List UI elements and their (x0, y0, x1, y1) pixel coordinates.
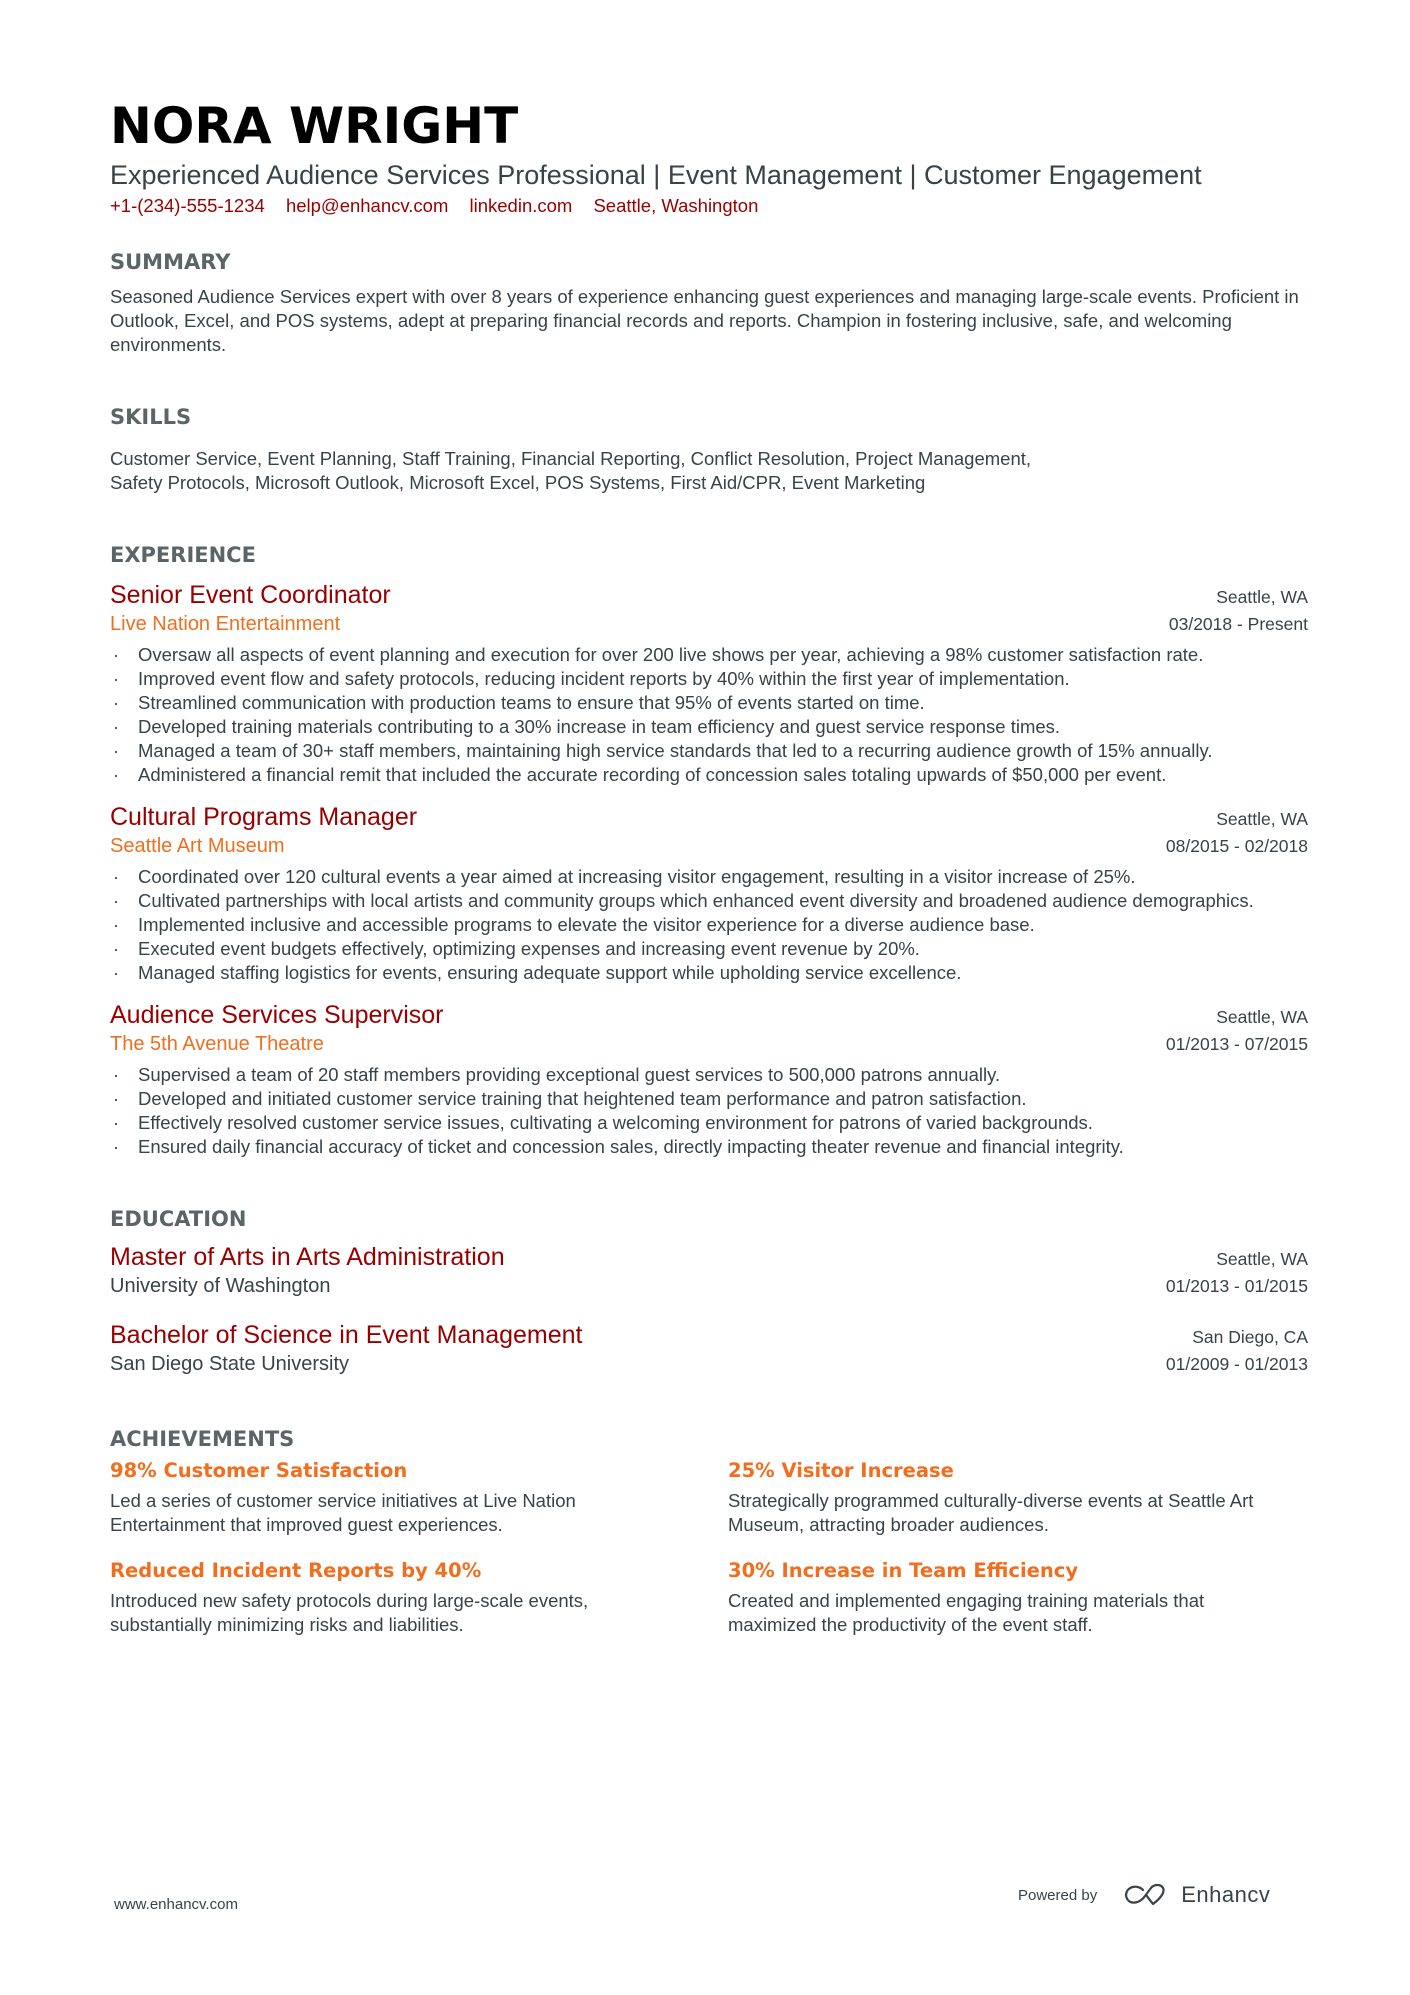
skills-line: Safety Protocols, Microsoft Outlook, Microsoft Excel, POS Systems, First Aid/CPR, Event Marketing (110, 472, 926, 493)
footer-website-link[interactable]: www.enhancv.com (114, 1896, 238, 1913)
enhancv-logo-icon (1123, 1882, 1169, 1908)
job-dates: 01/2013 - 07/2015 (1165, 1034, 1308, 1054)
education-dates: 01/2009 - 01/2013 (1165, 1354, 1308, 1374)
job-bullet: · Developed training materials contributing to a 30% increase in team efficiency and guest service response times. (110, 715, 1308, 739)
footer-branding[interactable] (1018, 1882, 1270, 1908)
resume-page (110, 96, 1308, 1657)
job-bullet: · Managed staffing logistics for events, ensuring adequate support while upholding service excellence. (110, 961, 1308, 985)
job-bullet: · Administered a financial remit that included the accurate recording of concession sales totaling upwards of $50,000 per event. (110, 763, 1308, 787)
job-title: Senior Event Coordinator (110, 581, 391, 609)
achievement-description: Strategically programmed culturally-diverse events at Seattle Art Museum, attracting broader audiences. (728, 1490, 1254, 1535)
achievements-section (110, 1425, 1308, 1657)
summary-text: Seasoned Audience Services expert with over 8 years of experience enhancing guest experiences and managing large-scale events. Proficient in Outlook, Excel, and POS systems, adept at preparing financial records and reports. Champion in fostering inclusive, safe, and welcoming environments. (110, 286, 1299, 355)
contact-info (110, 194, 1308, 218)
education-section (110, 1205, 1308, 1377)
achievement-item (728, 1557, 1308, 1637)
contact-phone[interactable]: +1-(234)-555-1234 (110, 195, 265, 216)
job-bullet: · Effectively resolved customer service issues, cultivating a welcoming environment for patrons of varied backgrounds. (110, 1111, 1308, 1135)
skills-section (110, 403, 1308, 495)
achievement-item (110, 1557, 728, 1637)
job-bullet: · Executed event budgets effectively, optimizing expenses and increasing event revenue by 20%. (110, 937, 1308, 961)
skills-line: Customer Service, Event Planning, Staff Training, Financial Reporting, Conflict Resolution, Project Management, (110, 448, 1032, 469)
job-entry (110, 579, 1308, 787)
job-company: Seattle Art Museum (110, 835, 285, 857)
candidate-headline: Experienced Audience Services Professional | Event Management | Customer Engagement (110, 160, 1202, 190)
candidate-name: NORA WRIGHT (110, 97, 519, 155)
job-bullet: · Improved event flow and safety protocols, reducing incident reports by 40% within the first year of implementation. (110, 667, 1308, 691)
job-bullet: · Developed and initiated customer service training that heightened team performance and patron satisfaction. (110, 1087, 1308, 1111)
education-degree: Bachelor of Science in Event Management (110, 1321, 583, 1349)
section-title-experience: EXPERIENCE (110, 543, 256, 567)
job-bullets (110, 1063, 1308, 1159)
resume-header (110, 96, 1308, 218)
achievement-description: Introduced new safety protocols during large-scale events, substantially minimizing risks and liabilities. (110, 1590, 589, 1635)
job-title: Cultural Programs Manager (110, 803, 418, 831)
section-title-achievements: ACHIEVEMENTS (110, 1427, 295, 1451)
experience-section (110, 541, 1308, 1159)
achievement-title: 98% Customer Satisfaction (110, 1459, 408, 1482)
contact-email[interactable]: help@enhancv.com (285, 195, 449, 216)
job-bullets (110, 865, 1308, 985)
job-dates: 03/2018 - Present (1168, 614, 1308, 634)
job-bullet: · Supervised a team of 20 staff members providing exceptional guest services to 500,000 patrons annually. (110, 1063, 1308, 1087)
education-degree: Master of Arts in Arts Administration (110, 1243, 505, 1271)
summary-section (110, 248, 1308, 357)
education-dates: 01/2013 - 01/2015 (1165, 1276, 1308, 1296)
job-bullet: · Implemented inclusive and accessible programs to elevate the visitor experience for a diverse audience base. (110, 913, 1308, 937)
job-company: The 5th Avenue Theatre (110, 1033, 324, 1055)
job-bullet: · Managed a team of 30+ staff members, maintaining high service standards that led to a recurring audience growth of 15% annually. (110, 739, 1308, 763)
achievement-title: Reduced Incident Reports by 40% (110, 1559, 482, 1582)
job-dates: 08/2015 - 02/2018 (1165, 836, 1308, 856)
achievement-description: Created and implemented engaging training materials that maximized the productivity of the event staff. (728, 1590, 1205, 1635)
job-entry (110, 801, 1308, 985)
education-location: San Diego, CA (1192, 1327, 1308, 1347)
section-title-skills: SKILLS (110, 405, 192, 429)
job-bullet: · Coordinated over 120 cultural events a year aimed at increasing visitor engagement, resulting in a visitor increase of 25%. (110, 865, 1308, 889)
education-entry (110, 1241, 1308, 1299)
job-location: Seattle, WA (1216, 587, 1308, 607)
job-bullet: · Cultivated partnerships with local artists and community groups which enhanced event diversity and broadened audience demographics. (110, 889, 1308, 913)
education-school: University of Washington (110, 1275, 331, 1297)
enhancv-brand-name: Enhancv (1181, 1882, 1271, 1907)
contact-location: Seattle, Washington (593, 195, 759, 216)
achievement-item (110, 1457, 728, 1537)
achievements-grid (110, 1457, 1308, 1657)
contact-linkedin[interactable]: linkedin.com (469, 195, 573, 216)
job-bullet: · Streamlined communication with production teams to ensure that 95% of events started on time. (110, 691, 1308, 715)
job-company: Live Nation Entertainment (110, 613, 341, 635)
job-title: Audience Services Supervisor (110, 1001, 444, 1029)
job-bullet: · Oversaw all aspects of event planning and execution for over 200 live shows per year, achieving a 98% customer satisfaction rate. (110, 643, 1308, 667)
achievement-description: Led a series of customer service initiatives at Live Nation Entertainment that improved guest experiences. (110, 1490, 576, 1535)
skills-list (110, 447, 1308, 495)
section-title-education: EDUCATION (110, 1207, 247, 1231)
education-location: Seattle, WA (1216, 1249, 1308, 1269)
job-location: Seattle, WA (1216, 809, 1308, 829)
achievement-title: 30% Increase in Team Efficiency (728, 1559, 1079, 1582)
job-entry (110, 999, 1308, 1159)
education-school: San Diego State University (110, 1353, 350, 1375)
education-entry (110, 1319, 1308, 1377)
achievement-title: 25% Visitor Increase (728, 1459, 954, 1482)
job-bullet: · Ensured daily financial accuracy of ticket and concession sales, directly impacting theater revenue and financial integrity. (110, 1135, 1308, 1159)
achievement-item (728, 1457, 1308, 1537)
job-bullets (110, 643, 1308, 787)
section-title-summary: SUMMARY (110, 250, 231, 274)
job-location: Seattle, WA (1216, 1007, 1308, 1027)
powered-by-label: Powered by (1018, 1886, 1098, 1904)
